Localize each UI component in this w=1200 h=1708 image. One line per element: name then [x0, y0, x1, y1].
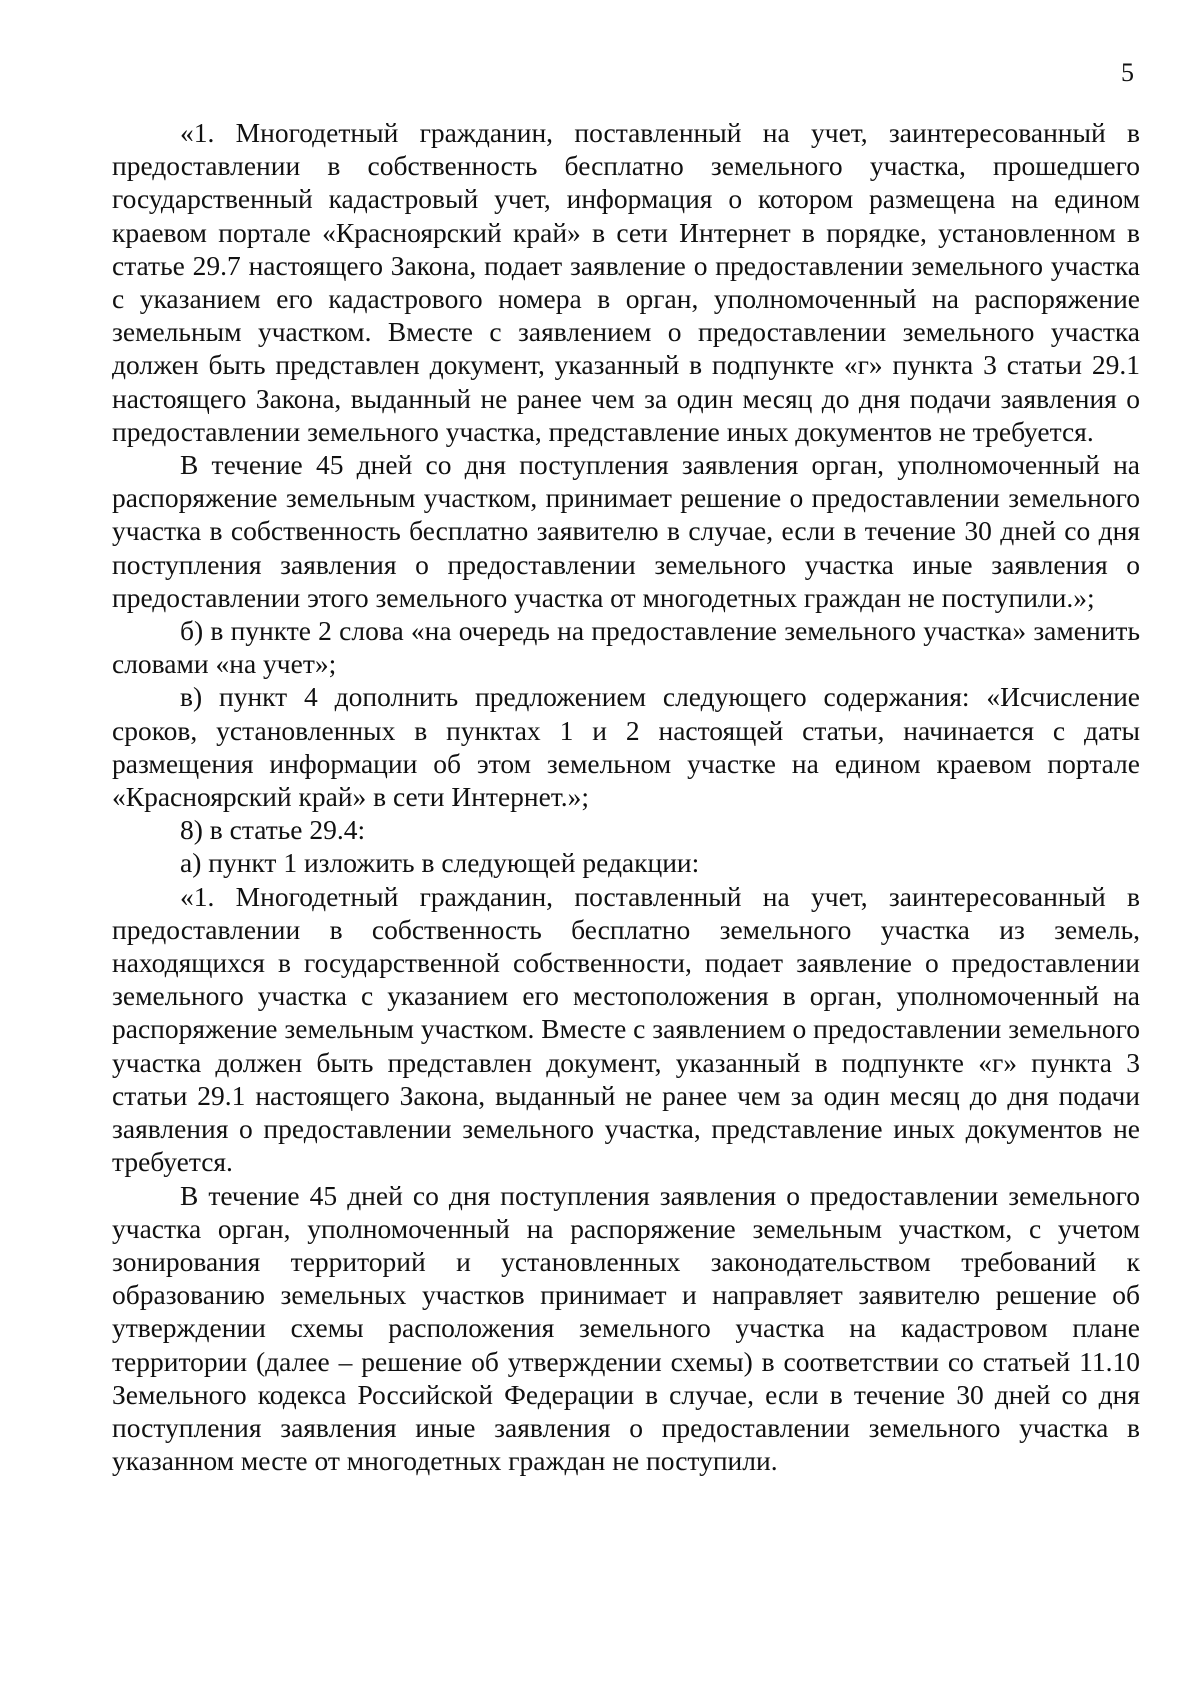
paragraph: В течение 45 дней со дня поступления заявления о предоставлении земельного участка орган, уполномоченный на распоряжение земельным участком, с учетом зонирования территорий и установленных законодательством требований к образованию земельных участков принимает и направляет заявителю решение об утверждении схемы расположения земельного участка на кадастровом плане территории (далее – решение об утверждении схемы) в соответствии со статьей 11.10 Земельного кодекса Российской Федерации в случае, если в течение 30 дней со дня поступления заявления иные заявления о предоставлении земельного участка в указанном месте от многодетных граждан не поступили. — [112, 1179, 1140, 1477]
page-number: 5 — [1121, 58, 1134, 87]
document-body — [112, 116, 1140, 1477]
paragraph: а) пункт 1 изложить в следующей редакции: — [180, 847, 700, 879]
paragraph: б) в пункте 2 слова «на очередь на предоставление земельного участка» заменить словами «на учет»; — [112, 615, 1140, 680]
paragraph: «1. Многодетный гражданин, поставленный на учет, заинтересованный в предоставлении в собственность бесплатно земельного участка из земель, находящихся в государственной собственности, подает заявление о предоставлении земельного участка с указанием его местоположения в орган, уполномоченный на распоряжение земельным участком. Вместе с заявлением о предоставлении земельного участка должен быть представлен документ, указанный в подпункте «г» пункта 3 статьи 29.1 настоящего Закона, выданный не ранее чем за один месяц до дня подачи заявления о предоставлении земельного участка, представление иных документов не требуется. — [112, 880, 1140, 1178]
paragraph: в) пункт 4 дополнить предложением следующего содержания: «Исчисление сроков, установленных в пунктах 1 и 2 настоящей статьи, начинается с даты размещения информации об этом земельном участке на едином краевом портале «Красноярский край» в сети Интернет.»; — [112, 681, 1140, 813]
paragraph: 8) в статье 29.4: — [180, 814, 366, 846]
paragraph: «1. Многодетный гражданин, поставленный на учет, заинтересованный в предоставлении в собственность бесплатно земельного участка, прошедшего государственный кадастровый учет, информация о котором размещена на едином краевом портале «Красноярский край» в сети Интернет в порядке, установленном в статье 29.7 настоящего Закона, подает заявление о предоставлении земельного участка с указанием его кадастрового номера в орган, уполномоченный на распоряжение земельным участком. Вместе с заявлением о предоставлении земельного участка должен быть представлен документ, указанный в подпункте «г» пункта 3 статьи 29.1 настоящего Закона, выданный не ранее чем за один месяц до дня подачи заявления о предоставлении земельного участка, представление иных документов не требуется. — [112, 117, 1140, 447]
paragraph: В течение 45 дней со дня поступления заявления орган, уполномоченный на распоряжение земельным участком, принимает решение о предоставлении земельного участка в собственность бесплатно заявителю в случае, если в течение 30 дней со дня поступления заявления о предоставлении земельного участка иные заявления о предоставлении этого земельного участка от многодетных граждан не поступили.»; — [112, 449, 1140, 613]
